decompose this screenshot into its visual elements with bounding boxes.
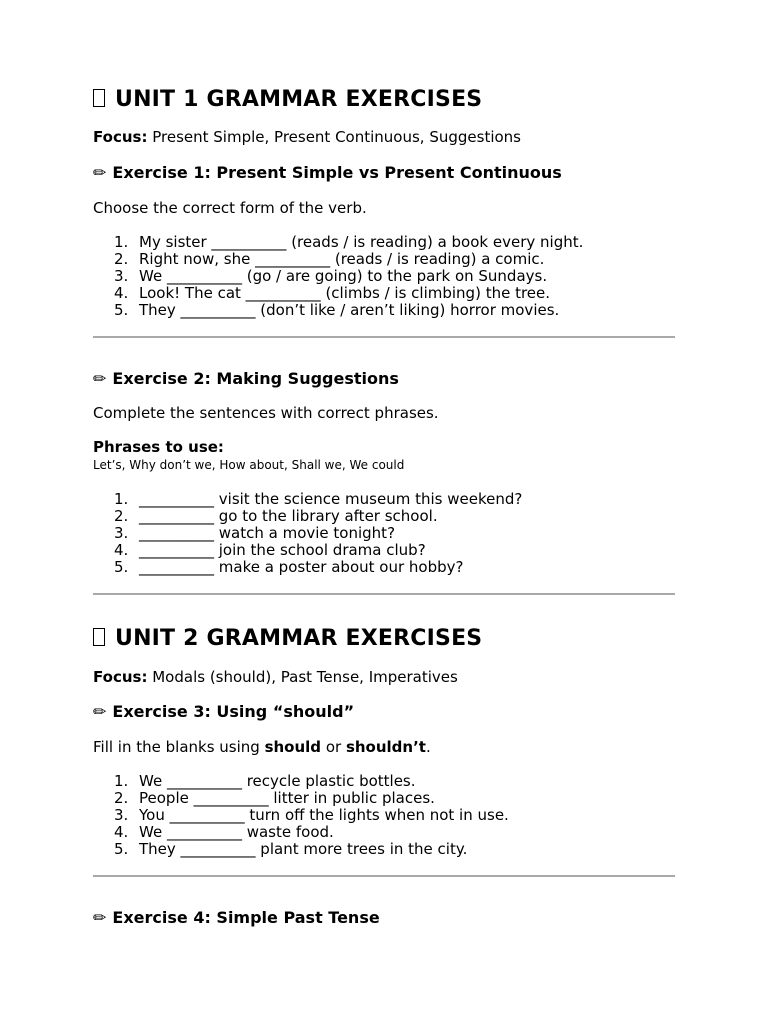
exercise-4-title-text: Exercise 4: Simple Past Tense [112,908,380,927]
list-item: 5. __________ make a poster about our hobby? [114,558,464,576]
divider [93,593,675,595]
list-item: 5. They __________ (don’t like / aren’t liking) horror movies. [114,301,560,319]
exercise-2-title [93,369,399,388]
exercise-2-list-wrap [93,491,522,576]
focus-label: Focus: [93,128,148,146]
unit-1-focus [93,128,521,146]
divider [93,875,675,877]
focus-text: Present Simple, Present Continuous, Suggestions [152,128,522,146]
exercise-1-instruction: Choose the correct form of the verb. [93,199,367,217]
exercise-2-instruction: Complete the sentences with correct phrases. [93,404,439,422]
pencil-icon: ✏ [93,369,107,388]
exercise-1-title-text: Exercise 1: Present Simple vs Present Continuous [112,163,562,182]
exercise-1-items [93,234,583,319]
list-item: 1. My sister __________ (reads / is reading) a book every night. [114,233,584,251]
unit-2-focus [93,668,458,686]
pencil-icon: ✏ [93,908,107,927]
unit-2-title-text: UNIT 2 GRAMMAR EXERCISES [115,626,483,651]
phrases-list: Let’s, Why don’t we, How about, Shall we, We could [93,458,405,472]
list-item: 2. __________ go to the library after school. [114,507,438,525]
list-item: 4. __________ join the school drama club? [114,541,426,559]
missing-glyph-icon [93,89,105,107]
phrases-heading: Phrases to use: [93,438,224,456]
missing-glyph-icon [93,628,105,646]
list-item: 3. You __________ turn off the lights when not in use. [114,806,509,824]
list-item: 2. People __________ litter in public places. [114,789,435,807]
unit-2-title [93,626,482,651]
exercise-3-items [93,773,509,858]
pencil-icon: ✏ [93,702,107,721]
focus-label: Focus: [93,668,148,686]
pencil-icon: ✏ [93,163,107,182]
list-item: 1. __________ visit the science museum this weekend? [114,490,523,508]
exercise-2-title-text: Exercise 2: Making Suggestions [112,369,399,388]
list-item: 2. Right now, she __________ (reads / is reading) a comic. [114,250,545,268]
exercise-4-title [93,908,380,927]
divider [93,336,675,338]
unit-1-title [93,87,482,112]
exercise-3-title [93,702,354,721]
exercise-2-items [93,491,522,576]
list-item: 3. We __________ (go / are going) to the park on Sundays. [114,267,548,285]
list-item: 4. We __________ waste food. [114,823,334,841]
list-item: 1. We __________ recycle plastic bottles. [114,772,416,790]
exercise-1-title [93,163,562,182]
exercise-3-list-wrap [93,773,509,858]
focus-text: Modals (should), Past Tense, Imperatives [152,668,458,686]
list-item: 3. __________ watch a movie tonight? [114,524,396,542]
exercise-1-list-wrap [93,234,583,319]
unit-1-title-text: UNIT 1 GRAMMAR EXERCISES [115,87,483,112]
list-item: 5. They __________ plant more trees in the city. [114,840,468,858]
exercise-3-instruction: Fill in the blanks using should or shouldn’t. [93,738,431,756]
exercise-3-title-text: Exercise 3: Using “should” [112,702,355,721]
list-item: 4. Look! The cat __________ (climbs / is climbing) the tree. [114,284,551,302]
